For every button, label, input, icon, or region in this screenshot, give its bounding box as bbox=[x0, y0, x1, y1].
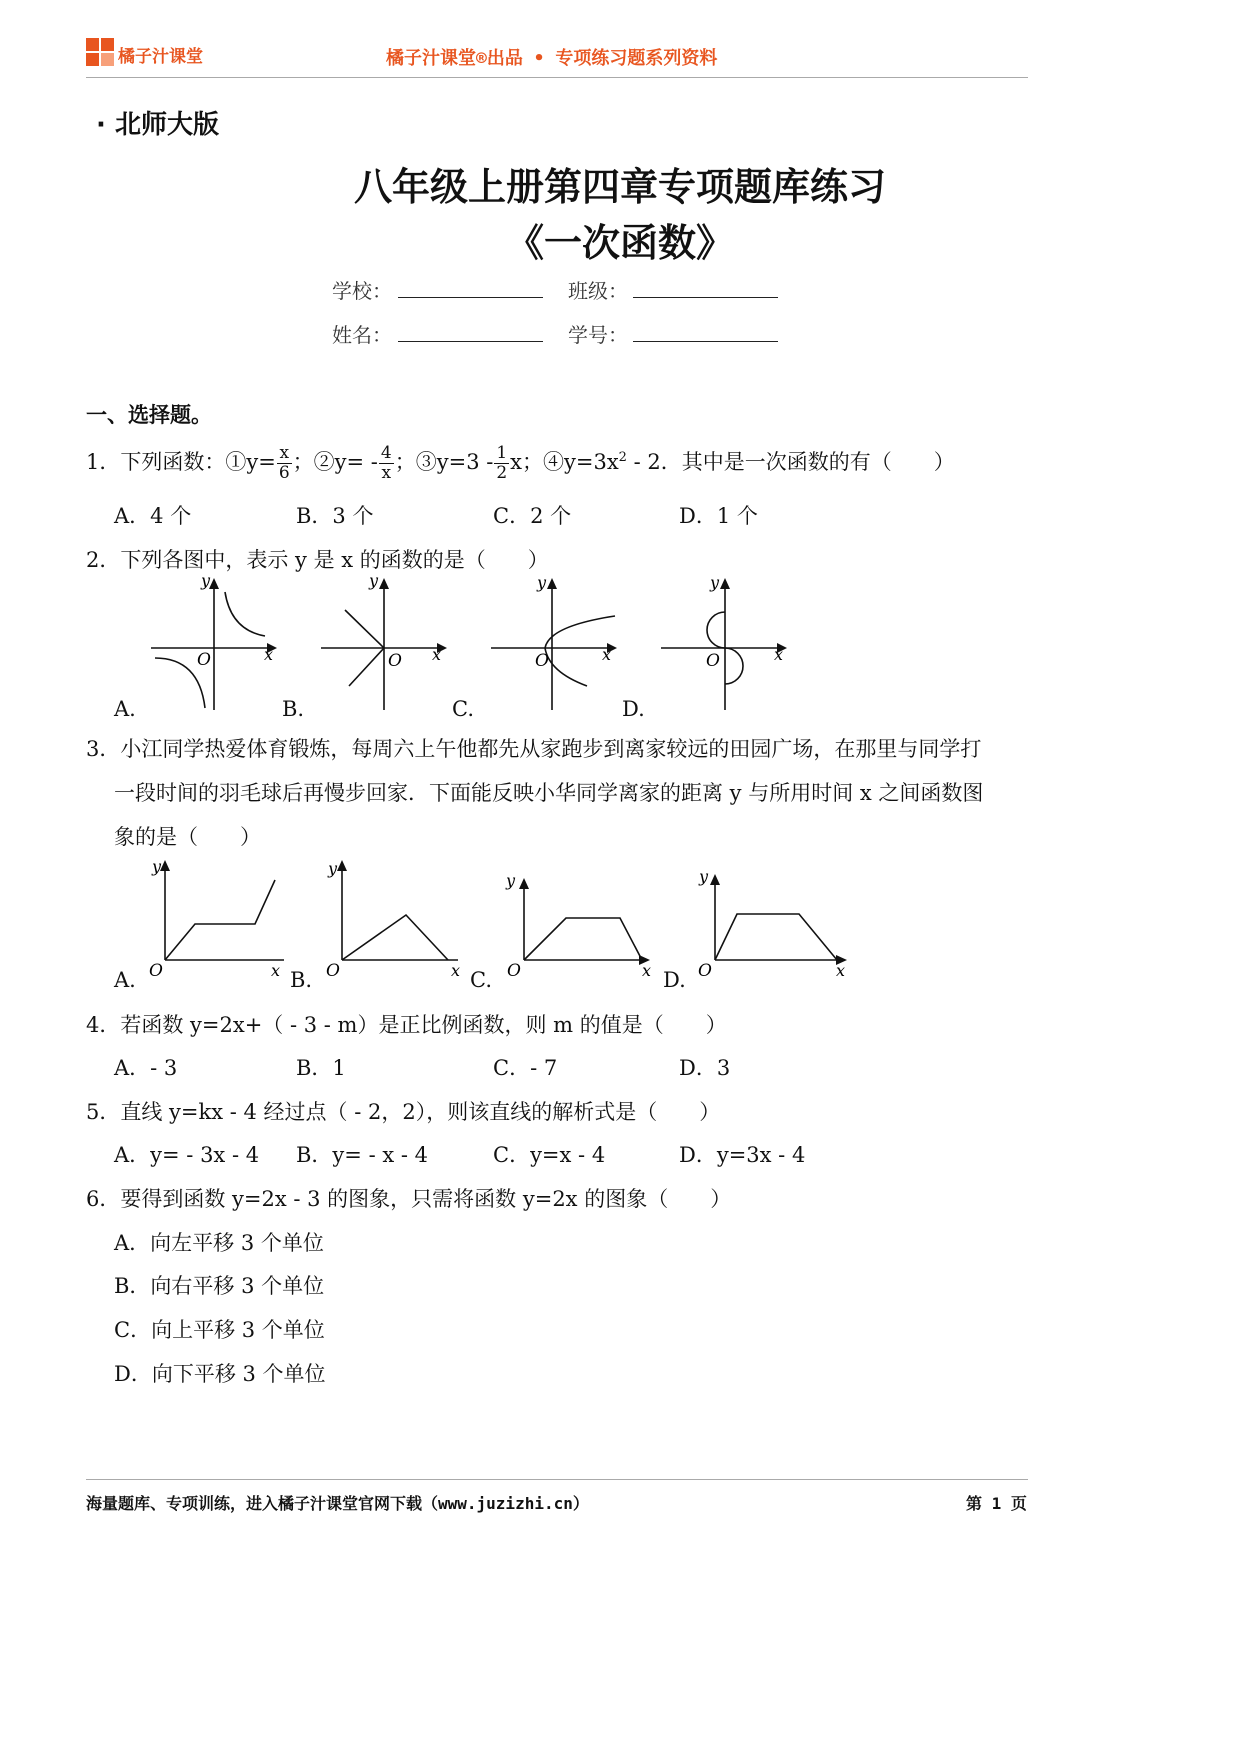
q1-f3-tail: x； bbox=[510, 450, 543, 474]
school-label: 学校： bbox=[332, 279, 392, 303]
axis-x-label: x bbox=[774, 645, 784, 664]
question-1 bbox=[86, 444, 955, 483]
axis-x-label: x bbox=[264, 645, 274, 664]
axis-y-label: y bbox=[152, 857, 162, 876]
q1-sep2: ； bbox=[394, 450, 416, 474]
q1-frac-1-den: 6 bbox=[278, 463, 290, 483]
q1-frac-1 bbox=[277, 444, 292, 483]
origin-label: O bbox=[388, 651, 402, 671]
name-label: 姓名： bbox=[332, 323, 392, 347]
q3-graph-d[interactable] bbox=[695, 852, 855, 982]
q4-option-c[interactable]: C．- 7 bbox=[493, 1056, 558, 1080]
axis-y-label: y bbox=[699, 867, 709, 886]
axis-x-label: x bbox=[602, 645, 612, 664]
axis-x-label: x bbox=[432, 645, 442, 664]
q3-option-c[interactable]: C. bbox=[470, 968, 492, 992]
q1-frac-2-den: x bbox=[381, 463, 392, 483]
axis-y-label: y bbox=[506, 871, 516, 890]
axis-y-label: y bbox=[537, 573, 547, 592]
q1-frac-1-num: x bbox=[277, 444, 292, 464]
question-3-line-2: 一段时间的羽毛球后再慢步回家．下面能反映小华同学离家的距离 y 与所用时间 x 之间函数图 bbox=[114, 781, 984, 805]
q2-option-a[interactable]: A. bbox=[114, 697, 136, 721]
q3-graph-b[interactable] bbox=[318, 852, 468, 982]
q1-lead: 下列函数： bbox=[120, 450, 226, 474]
q1-f1: ①y= bbox=[225, 450, 276, 474]
q2-graph-d[interactable] bbox=[655, 574, 795, 714]
q1-frac-3 bbox=[494, 444, 509, 483]
question-3-line-1: 3．小江同学热爱体育锻炼，每周六上午他都先从家跑步到离家较远的田园广场，在那里与同学打 bbox=[86, 737, 982, 761]
q3-graph-c[interactable] bbox=[500, 852, 650, 982]
origin-label: O bbox=[535, 651, 549, 671]
q3-graph-a[interactable] bbox=[140, 852, 290, 982]
q6-option-d[interactable]: D．向下平移 3 个单位 bbox=[114, 1362, 326, 1386]
q1-f4-tail: - 2．其中是一次函数的有（ ） bbox=[626, 450, 955, 474]
q5-option-a[interactable]: A．y= - 3x - 4 bbox=[114, 1143, 260, 1167]
q6-option-a[interactable]: A．向左平移 3 个单位 bbox=[114, 1231, 324, 1255]
q1-frac-2-num: 4 bbox=[380, 443, 392, 463]
axis-x-label: x bbox=[642, 961, 652, 980]
page-title: 八年级上册第四章专项题库练习 bbox=[353, 165, 886, 209]
axis-y-label: y bbox=[369, 571, 379, 590]
section-heading: 一、选择题。 bbox=[86, 403, 212, 427]
origin-label: O bbox=[197, 650, 211, 670]
question-5: 5．直线 y=kx - 4 经过点（ - 2，2），则该直线的解析式是（ ） bbox=[86, 1100, 721, 1124]
axis-y-label: y bbox=[710, 573, 720, 592]
q1-option-d[interactable]: D．1 个 bbox=[679, 504, 758, 528]
origin-label: O bbox=[507, 961, 521, 981]
q2-option-b[interactable]: B. bbox=[282, 697, 305, 721]
q1-sep1: ； bbox=[292, 450, 314, 474]
question-4: 4．若函数 y=2x+（ - 3 - m）是正比例函数，则 m 的值是（ ） bbox=[86, 1013, 727, 1037]
logo bbox=[86, 38, 114, 70]
q2-option-d[interactable]: D. bbox=[622, 697, 645, 721]
header-title: 橘子汁课堂®出品 • 专项练习题系列资料 bbox=[386, 48, 718, 69]
question-3-line-3: 象的是（ ） bbox=[114, 825, 261, 849]
q1-frac-3-den: 2 bbox=[496, 463, 508, 483]
school-field[interactable] bbox=[398, 297, 543, 298]
origin-label: O bbox=[698, 961, 712, 981]
q5-option-c[interactable]: C．y=x - 4 bbox=[493, 1143, 606, 1167]
axis-y-label: y bbox=[201, 571, 211, 590]
q3-option-a[interactable]: A. bbox=[114, 968, 136, 992]
q1-f2: ②y= - bbox=[313, 450, 378, 474]
q1-f4: ④y=3x bbox=[543, 450, 619, 474]
q3-option-d[interactable]: D. bbox=[663, 968, 686, 992]
edition-label: · 北师大版 bbox=[96, 110, 219, 140]
q1-option-a[interactable]: A．4 个 bbox=[114, 504, 192, 528]
q5-option-b[interactable]: B．y= - x - 4 bbox=[296, 1143, 428, 1167]
q4-option-d[interactable]: D．3 bbox=[679, 1056, 731, 1080]
question-6: 6．要得到函数 y=2x - 3 的图象，只需将函数 y=2x 的图象（ ） bbox=[86, 1187, 732, 1211]
q2-option-c[interactable]: C. bbox=[452, 697, 474, 721]
q4-option-b[interactable]: B．1 bbox=[296, 1056, 346, 1080]
page-number: 第 1 页 bbox=[966, 1494, 1027, 1513]
origin-label: O bbox=[326, 961, 340, 981]
q1-f3: ③y=3 - bbox=[415, 450, 494, 474]
q5-option-d[interactable]: D．y=3x - 4 bbox=[679, 1143, 806, 1167]
q3-option-b[interactable]: B. bbox=[290, 968, 313, 992]
footer-text: 海量题库、专项训练，进入橘子汁课堂官网下载（www.juzizhi.cn） bbox=[86, 1494, 589, 1513]
q6-option-c[interactable]: C．向上平移 3 个单位 bbox=[114, 1318, 325, 1342]
question-2: 2．下列各图中，表示 y 是 x 的函数的是（ ） bbox=[86, 548, 549, 572]
q2-graph-c[interactable] bbox=[485, 574, 625, 714]
class-field[interactable] bbox=[633, 297, 778, 298]
q1-option-b[interactable]: B．3 个 bbox=[296, 504, 374, 528]
axis-y-label: y bbox=[328, 859, 338, 878]
origin-label: O bbox=[149, 961, 163, 981]
q1-option-c[interactable]: C．2 个 bbox=[493, 504, 572, 528]
axis-x-label: x bbox=[836, 961, 846, 980]
logo-text: 橘子汁课堂 bbox=[118, 47, 203, 67]
header-rule bbox=[86, 77, 1028, 78]
edition-text: 北师大版 bbox=[114, 110, 219, 140]
q2-graph-a[interactable] bbox=[145, 571, 285, 714]
q4-option-a[interactable]: A．- 3 bbox=[114, 1056, 178, 1080]
number-field[interactable] bbox=[633, 341, 778, 342]
footer-rule bbox=[86, 1479, 1028, 1480]
origin-label: O bbox=[706, 651, 720, 671]
axis-x-label: x bbox=[271, 961, 281, 980]
q2-graph-b[interactable] bbox=[315, 571, 455, 714]
q1-frac-3-num: 1 bbox=[496, 443, 508, 463]
q6-option-b[interactable]: B．向右平移 3 个单位 bbox=[114, 1274, 325, 1298]
q1-f4-sup: 2 bbox=[618, 450, 627, 465]
q1-num: 1． bbox=[86, 450, 121, 474]
axis-x-label: x bbox=[451, 961, 461, 980]
class-label: 班级： bbox=[568, 279, 628, 303]
number-label: 学号： bbox=[568, 323, 628, 347]
name-field[interactable] bbox=[398, 341, 543, 342]
q1-frac-2 bbox=[379, 444, 394, 483]
logo-icon bbox=[86, 38, 114, 66]
page-subtitle: 《一次函数》 bbox=[505, 221, 734, 265]
